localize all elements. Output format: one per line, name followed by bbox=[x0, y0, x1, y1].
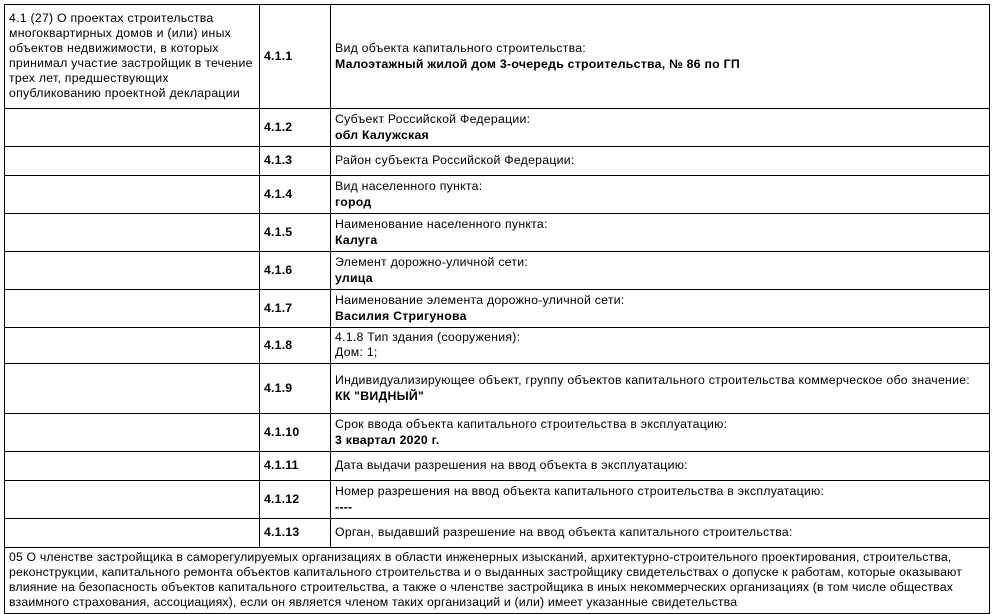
field-label: Район субъекта Российской Федерации: bbox=[335, 153, 575, 167]
field-label: Субъект Российской Федерации: bbox=[335, 111, 531, 126]
field-label: Наименование населенного пункта: bbox=[335, 216, 548, 231]
row-value-4-1-3 bbox=[331, 147, 990, 176]
field-value: Калуга bbox=[335, 232, 378, 247]
empty-description-cell bbox=[5, 109, 260, 147]
row-value-4-1-9 bbox=[331, 364, 990, 414]
row-number-4-1-1: 4.1.1 bbox=[260, 5, 331, 109]
field-value: Василия Стригунова bbox=[335, 308, 467, 323]
empty-description-cell bbox=[5, 214, 260, 252]
field-label: Орган, выдавший разрешение на ввод объекта капитального строительства: bbox=[335, 525, 793, 539]
table-row bbox=[5, 252, 990, 290]
row-value-4-1-2 bbox=[331, 109, 990, 147]
row-number-4-1-13: 4.1.13 bbox=[260, 519, 331, 548]
section-05-text: 05 О членстве застройщика в саморегулируемых организациях в области инженерных изысканий, архитектурно-строительного проектирования, строительства, реконструкции, капитального ремонта объектов капитального строительства и о выданных застройщику свидетельствах о допуске к работам, которые оказывают влияние на безопасность объектов капитального строительства, а также о членстве застройщика в иных некоммерческих организациях (в том числе обществах взаимного страхования, ассоциациях), если он является членом таких организаций и (или) имеет указанные свидетельства bbox=[5, 548, 990, 614]
field-label: Номер разрешения на ввод объекта капитального строительства в эксплуатацию: bbox=[335, 483, 825, 498]
field-value: Малоэтажный жилой дом 3-очередь строительства, № 86 по ГП bbox=[335, 56, 740, 71]
field-label: Вид объекта капитального строительства: bbox=[335, 40, 586, 55]
field-label: Вид населенного пункта: bbox=[335, 178, 483, 193]
row-value-4-1-12 bbox=[331, 481, 990, 519]
table-row bbox=[5, 5, 990, 109]
empty-description-cell bbox=[5, 364, 260, 414]
field-value: город bbox=[335, 194, 372, 209]
field-label: Срок ввода объекта капитального строительства в эксплуатацию: bbox=[335, 416, 728, 431]
row-number-4-1-7: 4.1.7 bbox=[260, 290, 331, 328]
field-value: обл Калужская bbox=[335, 127, 429, 142]
project-declaration-table bbox=[4, 4, 990, 614]
empty-description-cell bbox=[5, 176, 260, 214]
field-value: Дом: 1; bbox=[335, 345, 378, 359]
empty-description-cell bbox=[5, 328, 260, 364]
row-value-4-1-4 bbox=[331, 176, 990, 214]
row-number-4-1-10: 4.1.10 bbox=[260, 414, 331, 452]
table-row bbox=[5, 519, 990, 548]
row-value-4-1-1 bbox=[331, 5, 990, 109]
field-label: Элемент дорожно-уличной сети: bbox=[335, 254, 529, 269]
table-row bbox=[5, 364, 990, 414]
table-row-section-05 bbox=[5, 548, 990, 614]
field-label: Наименование элемента дорожно-уличной сети: bbox=[335, 292, 625, 307]
table-row bbox=[5, 328, 990, 364]
row-number-4-1-8: 4.1.8 bbox=[260, 328, 331, 364]
empty-description-cell bbox=[5, 414, 260, 452]
field-label: 4.1.8 Тип здания (сооружения): bbox=[335, 330, 521, 344]
field-label: Дата выдачи разрешения на ввод объекта в эксплуатацию: bbox=[335, 458, 688, 472]
row-number-4-1-12: 4.1.12 bbox=[260, 481, 331, 519]
field-value: 3 квартал 2020 г. bbox=[335, 432, 440, 447]
table-body bbox=[5, 5, 990, 614]
row-number-4-1-5: 4.1.5 bbox=[260, 214, 331, 252]
row-number-4-1-2: 4.1.2 bbox=[260, 109, 331, 147]
row-number-4-1-9: 4.1.9 bbox=[260, 364, 331, 414]
field-value: улица bbox=[335, 270, 373, 285]
table-row bbox=[5, 414, 990, 452]
row-value-4-1-13 bbox=[331, 519, 990, 548]
field-label: Индивидуализирующее объект, группу объектов капитального строительства коммерческое обо значение: bbox=[335, 372, 970, 387]
empty-description-cell bbox=[5, 481, 260, 519]
row-value-4-1-7 bbox=[331, 290, 990, 328]
table-row bbox=[5, 214, 990, 252]
section-description-cell: 4.1 (27) О проектах строительства многоквартирных домов и (или) иных объектов недвижимости, в которых принимал участие застройщик в течение трех лет, предшествующих опубликованию проектной декларации bbox=[5, 5, 260, 109]
table-row bbox=[5, 109, 990, 147]
row-value-4-1-10 bbox=[331, 414, 990, 452]
table-row bbox=[5, 147, 990, 176]
field-value: ---- bbox=[335, 499, 353, 514]
field-value: КК "ВИДНЫЙ" bbox=[335, 388, 425, 403]
table-row bbox=[5, 481, 990, 519]
row-value-4-1-11 bbox=[331, 452, 990, 481]
row-number-4-1-4: 4.1.4 bbox=[260, 176, 331, 214]
empty-description-cell bbox=[5, 452, 260, 481]
row-value-4-1-8 bbox=[331, 328, 990, 364]
empty-description-cell bbox=[5, 252, 260, 290]
document-page bbox=[0, 4, 1000, 609]
table-row bbox=[5, 176, 990, 214]
row-value-4-1-6 bbox=[331, 252, 990, 290]
row-number-4-1-3: 4.1.3 bbox=[260, 147, 331, 176]
empty-description-cell bbox=[5, 147, 260, 176]
table-row bbox=[5, 290, 990, 328]
row-number-4-1-6: 4.1.6 bbox=[260, 252, 331, 290]
table-row bbox=[5, 452, 990, 481]
row-value-4-1-5 bbox=[331, 214, 990, 252]
row-number-4-1-11: 4.1.11 bbox=[260, 452, 331, 481]
empty-description-cell bbox=[5, 290, 260, 328]
empty-description-cell bbox=[5, 519, 260, 548]
